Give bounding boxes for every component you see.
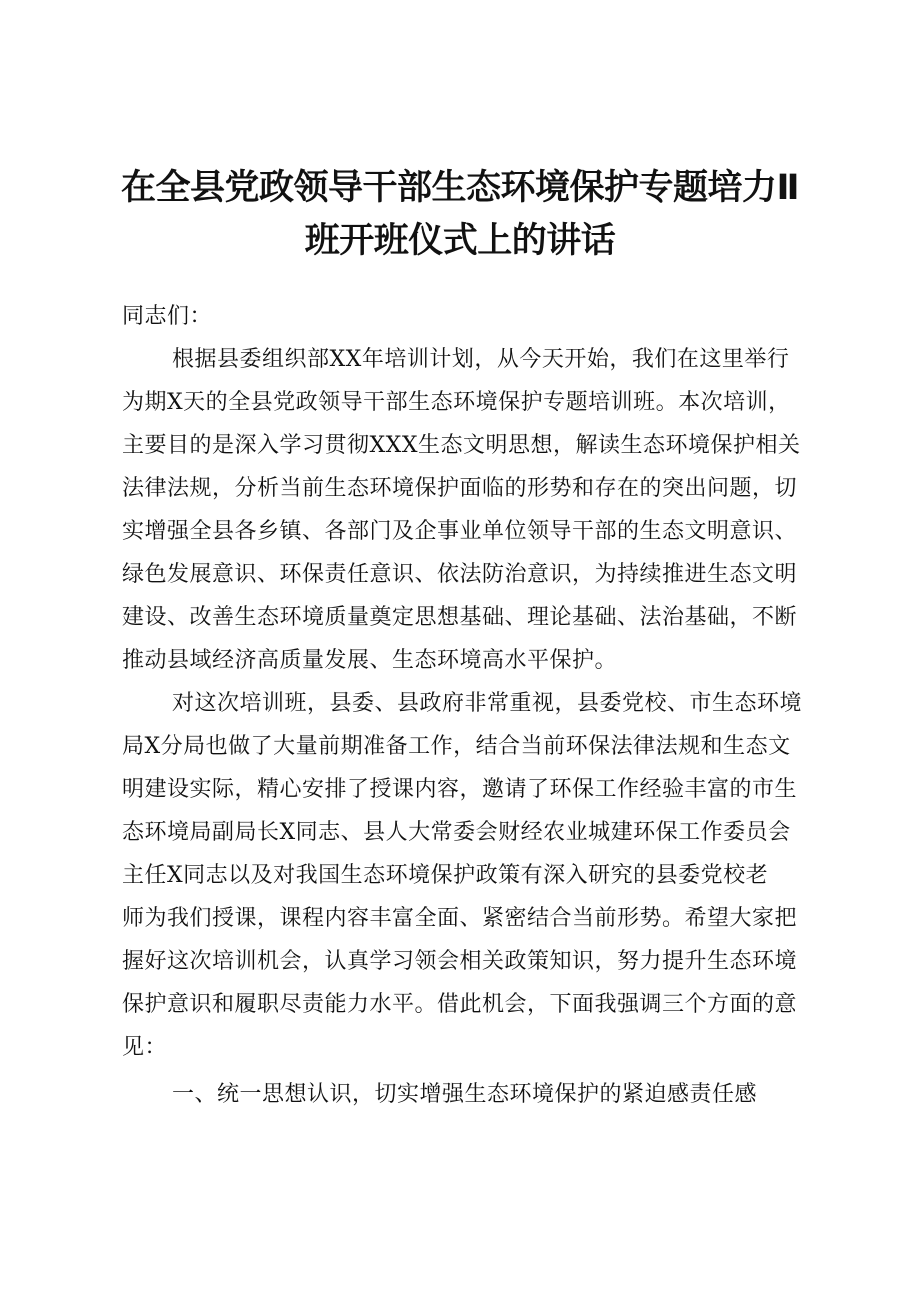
paragraph-2-line-8: 保护意识和履职尽责能力水平。借此机会，下面我强调三个方面的意 [122, 992, 798, 1017]
paragraph-2-line-9: 见： [122, 1035, 168, 1060]
paragraph-1-line-7: 建设、改善生态环境质量奠定思想基础、理论基础、法治基础，不断 [122, 605, 798, 630]
paragraph-2-line-6: 师为我们授课，课程内容丰富全面、紧密结合当前形势。希望大家把 [122, 906, 798, 931]
paragraph-1-line-5: 实增强全县各乡镇、各部门及企事业单位领导干部的生态文明意识、 [122, 519, 798, 544]
salutation: 同志们： [122, 304, 213, 329]
paragraph-1-line-6: 绿色发展意识、环保责任意识、依法防治意识，为持续推进生态文明 [122, 562, 798, 587]
paragraph-2-line-2: 局X分局也做了大量前期准备工作，结合当前环保法律法规和生态文 [122, 734, 791, 759]
paragraph-1-line-4: 法律法规，分析当前生态环境保护面临的形势和存在的突出问题，切 [122, 476, 798, 501]
paragraph-1-line-3: 主要目的是深入学习贯彻XXX生态文明思想，解读生态环境保护相关 [122, 433, 801, 458]
paragraph-2-line-4: 态环境局副局长X同志、县人大常委会财经农业城建环保工作委员会 [122, 820, 791, 845]
paragraph-1-line-2: 为期X天的全县党政领导干部生态环境保护专题培训班。本次培训， [122, 390, 791, 415]
document-title-line-2: 班开班仪式上的讲话 [304, 221, 616, 261]
paragraph-2-line-3: 明建设实际，精心安排了授课内容，邀请了环保工作经验丰富的市生 [122, 777, 798, 802]
paragraph-1-line-8: 推动县域经济高质量发展、生态环境高水平保护。 [122, 648, 618, 673]
paragraph-2-line-5: 主任X同志以及对我国生态环境保护政策有深入研究的县委党校老 [122, 863, 769, 888]
document-title-line-1: 在全县党政领导干部生态环境保护专题培力Ⅱ [120, 168, 800, 208]
paragraph-1-line-1: 根据县委组织部XX年培训计划，从今天开始，我们在这里举行 [172, 347, 790, 372]
paragraph-2-line-1: 对这次培训班，县委、县政府非常重视，县委党校、市生态环境 [172, 691, 803, 716]
section-heading-1: 一、统一思想认识，切实增强生态环境保护的紧迫感责任感 [172, 1082, 758, 1107]
paragraph-2-line-7: 握好这次培训机会，认真学习领会相关政策知识，努力提升生态环境 [122, 949, 798, 974]
